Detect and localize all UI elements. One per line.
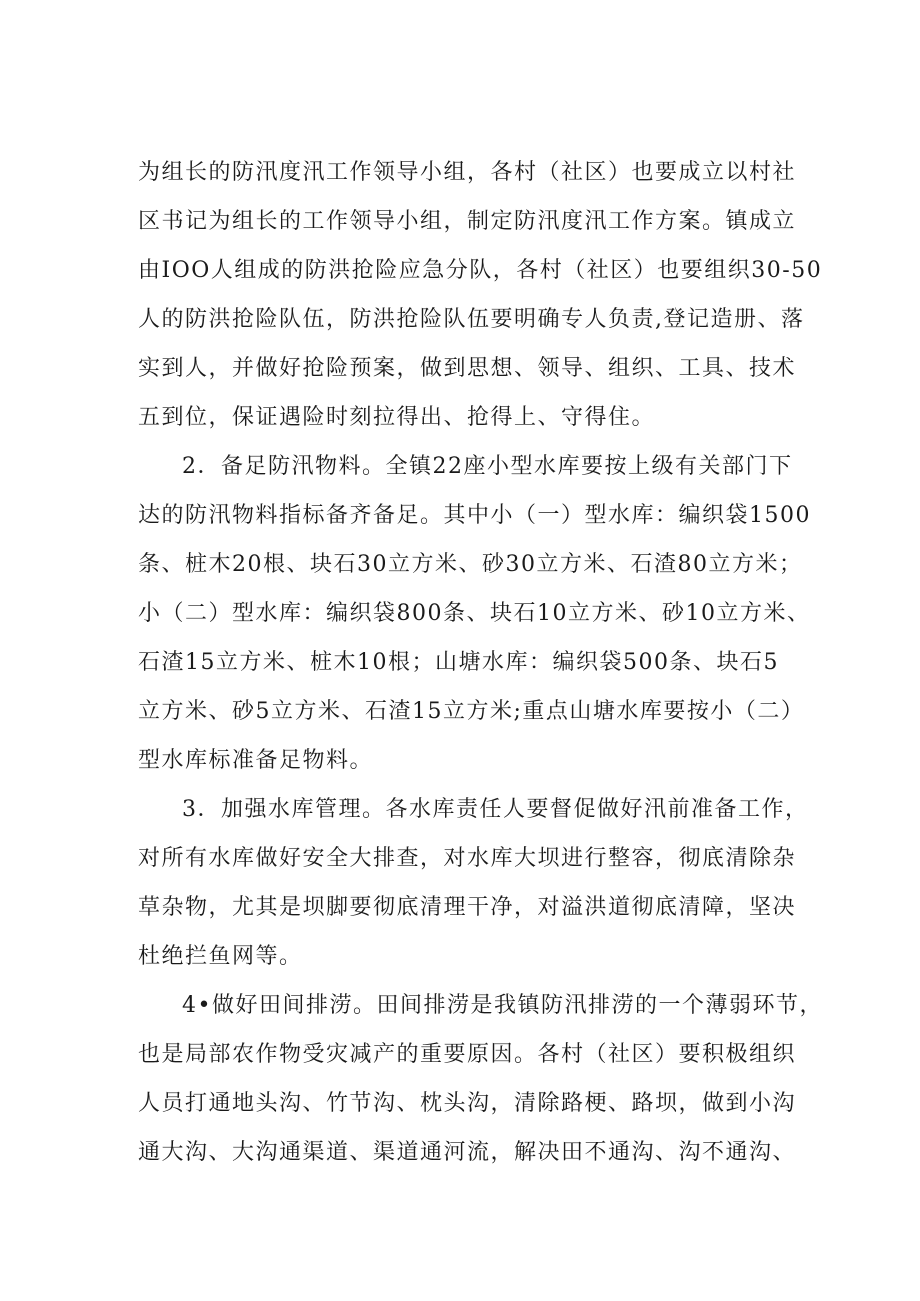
text-line: 由IOO人组成的防洪抢险应急分队，各村（社区）也要组织30-50 [138,258,823,283]
paragraph-leadership-teams [138,148,823,442]
text-line: 4•做好田间排涝。田间排涝是我镇防汛排涝的一个薄弱环节， [182,993,823,1018]
text-line: 五到位，保证遇险时刻拉得出、抢得上、守得住。 [138,405,656,430]
paragraph-flood-materials [138,442,811,785]
paragraph-reservoir-management [138,785,809,981]
text-line: 石渣15立方米、桩木10根；山塘水库：编织袋500条、块石5 [138,650,779,675]
text-line: 达的防汛物料指标备齐备足。其中小（一）型水库：编织袋1500 [138,503,811,528]
text-line: 人员打通地头沟、竹节沟、枕头沟，清除路梗、路坝，做到小沟 [138,1091,797,1116]
document-body [138,148,823,1177]
text-line: 也是局部农作物受灾减产的重要原因。各村（社区）要积极组织 [138,1042,797,1067]
text-line: 3．加强水库管理。各水库责任人要督促做好汛前准备工作， [182,797,809,822]
text-line: 型水库标准备足物料。 [138,748,374,773]
text-line: 2．备足防汛物料。全镇22座小型水库要按上级有关部门下 [182,454,793,479]
text-line: 杜绝拦鱼网等。 [138,944,303,969]
text-line: 条、桩木20根、块石30立方米、砂30立方米、石渣80立方米； [138,552,803,577]
text-line: 通大沟、大沟通渠道、渠道通河流，解决田不通沟、沟不通沟、 [138,1140,797,1165]
text-line: 为组长的防汛度汛工作领导小组，各村（社区）也要成立以村社 [138,160,797,185]
text-line: 人的防洪抢险队伍，防洪抢险队伍要明确专人负责,登记造册、落 [138,307,805,332]
text-line: 草杂物，尤其是坝脚要彻底清理干净，对溢洪道彻底清障，坚决 [138,895,797,920]
paragraph-field-drainage [138,981,823,1177]
text-line: 对所有水库做好安全大排查，对水库大坝进行整容，彻底清除杂 [138,846,797,871]
text-line: 实到人，并做好抢险预案，做到思想、领导、组织、工具、技术 [138,356,797,381]
text-line: 区书记为组长的工作领导小组，制定防汛度汛工作方案。镇成立 [138,209,797,234]
text-line: 小（二）型水库：编织袋800条、块石10立方米、砂10立方米、 [138,601,811,626]
text-line: 立方米、砂5立方米、石渣15立方米;重点山塘水库要按小（二） [138,699,805,724]
